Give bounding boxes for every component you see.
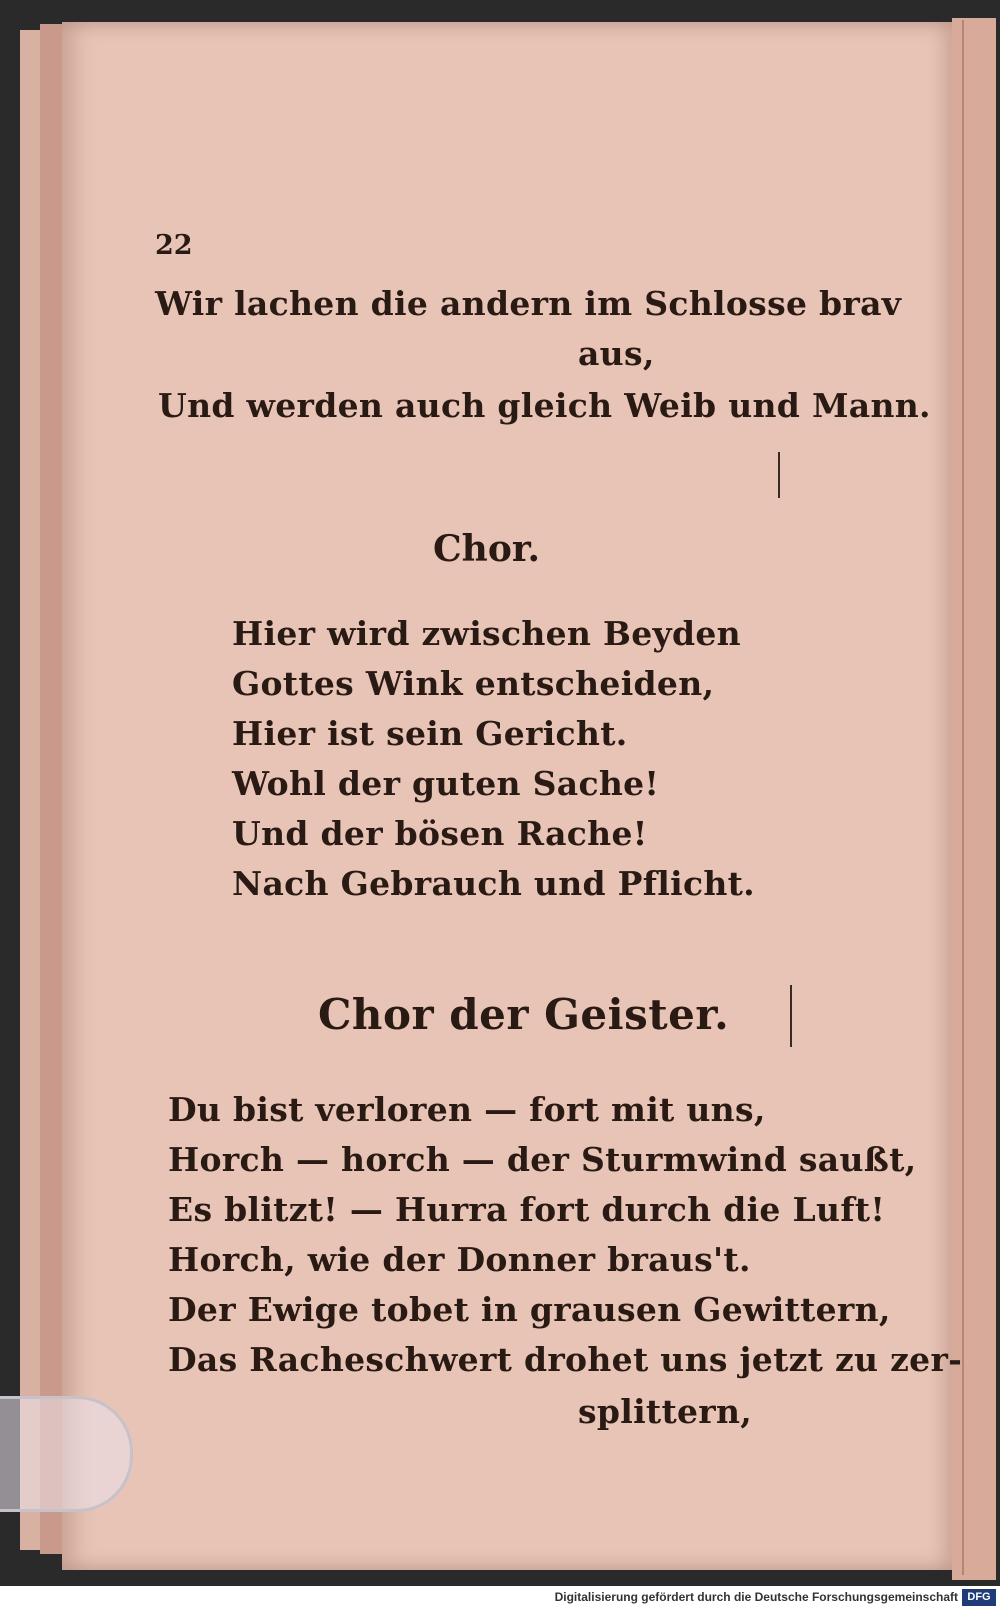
- geister-line-2: Horch — horch — der Sturmwind saußt,: [168, 1140, 917, 1179]
- top-stanza-line-3: Und werden auch gleich Weib und Mann.: [158, 386, 931, 425]
- dfg-logo: DFG: [962, 1589, 996, 1606]
- geister-line-6: Das Racheschwert drohet uns jetzt zu zer-: [168, 1340, 963, 1379]
- chor-line-5: Und der bösen Rache!: [232, 814, 648, 853]
- margin-mark-2: [790, 985, 792, 1047]
- geister-line-1: Du bist verloren — fort mit uns,: [168, 1090, 766, 1129]
- chor-line-3: Hier ist sein Gericht.: [232, 714, 628, 753]
- footer-bar: [0, 1586, 1000, 1610]
- top-stanza-line-1: Wir lachen die andern im Schlosse brav: [155, 284, 902, 323]
- chor-heading: Chor.: [433, 528, 541, 570]
- geister-line-7: splittern,: [578, 1392, 753, 1431]
- geister-line-3: Es blitzt! — Hurra fort durch die Luft!: [168, 1190, 886, 1229]
- geister-line-4: Horch, wie der Donner braus't.: [168, 1240, 751, 1279]
- page-number: 22: [155, 230, 193, 261]
- page-edge-right-line: [962, 20, 964, 1575]
- chor-line-6: Nach Gebrauch und Pflicht.: [232, 864, 755, 903]
- chor-line-4: Wohl der guten Sache!: [232, 764, 660, 803]
- geister-line-5: Der Ewige tobet in grausen Gewittern,: [168, 1290, 891, 1329]
- geister-heading: Chor der Geister.: [318, 990, 730, 1039]
- bookmark-tab: [0, 1396, 133, 1512]
- top-stanza-line-2: aus,: [578, 334, 655, 373]
- chor-line-1: Hier wird zwischen Beyden: [232, 614, 741, 653]
- margin-mark-1: [778, 452, 780, 498]
- chor-line-2: Gottes Wink entscheiden,: [232, 664, 715, 703]
- footer-credit: Digitalisierung gefördert durch die Deutsche Forschungsgemeinschaft: [554, 1590, 958, 1604]
